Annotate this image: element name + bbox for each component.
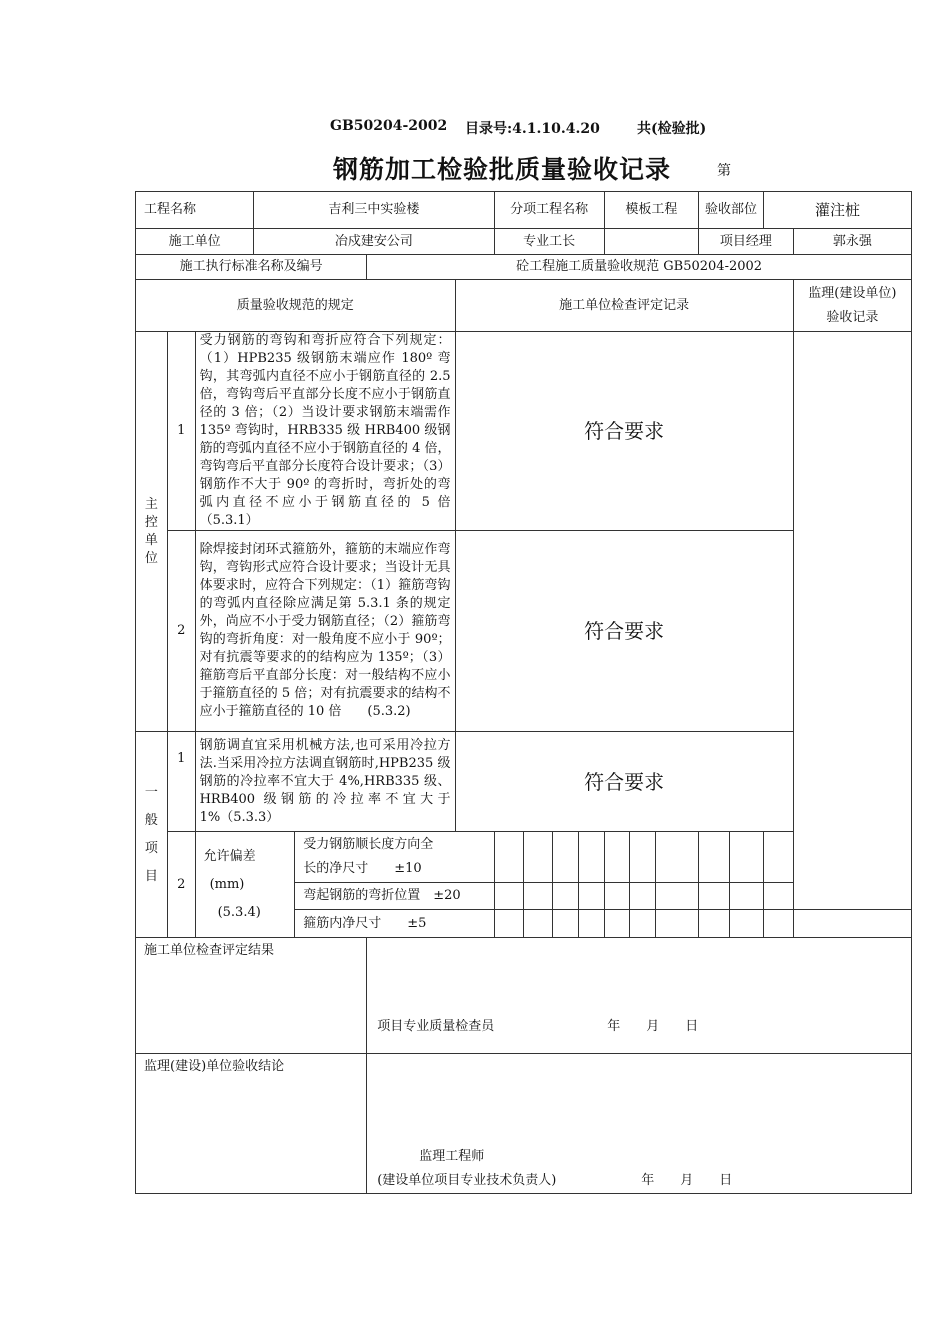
measure-cell[interactable] (578, 910, 604, 938)
general-item-result: 符合要求 (455, 732, 793, 832)
general-item-number: 1 (167, 732, 195, 832)
header-line (0, 118, 950, 140)
measure-cell[interactable] (494, 883, 524, 910)
supervision-header-line1: 监理(建设单位) (808, 285, 897, 301)
supervision-header-line2: 验收记录 (826, 309, 879, 325)
measure-cell[interactable] (553, 883, 579, 910)
main-item-clause: 受力钢筋的弯钩和弯折应符合下列规定：（1）HPB235 级钢筋末端应作 180º 弯钩，其弯弧内直径不应小于钢筋直径的 2.5 倍，弯钩弯后平直部分长度不应小于钢筋直径的 3 倍；（2）当设计要求钢筋末端需作 135º 弯钩时，HRB335 级 HRB400 级钢筋的弯弧内直径不应小于钢筋直径的 4 倍，弯钩弯后平直部分长度符合设计要求；（3）钢筋作不大于 90º 的弯折时，弯折处的弯弧内直径不应小于钢筋直径的 5 倍 （5.3.1） (195, 332, 455, 531)
measure-cell[interactable] (630, 910, 656, 938)
inspection-record-table (135, 191, 912, 1194)
owner-rep-label: (建设单位项目专业技术负责人) (377, 1173, 557, 1188)
standard-value: 砼工程施工质量验收规范 GB50204-2002 (367, 255, 912, 280)
measure-cell[interactable] (655, 883, 698, 910)
measure-cell[interactable] (524, 883, 553, 910)
measure-cell[interactable] (553, 832, 579, 883)
measure-cell[interactable] (699, 832, 730, 883)
measure-cell[interactable] (578, 883, 604, 910)
main-control-label: 主 控 单 位 (136, 332, 168, 732)
measure-cell[interactable] (763, 832, 793, 883)
inspection-part-value: 灌注桩 (763, 192, 911, 229)
measure-cell[interactable] (524, 910, 553, 938)
spec-column-header: 质量验收规范的规定 (136, 280, 456, 332)
tolerance-row: 受力钢筋顺长度方向全 长的净尺寸 ±10 (295, 832, 494, 883)
measure-cell[interactable] (553, 910, 579, 938)
measure-cell[interactable] (604, 832, 630, 883)
measure-cell[interactable] (604, 883, 630, 910)
supervision-column-header (793, 280, 911, 332)
tolerance-label: 允许偏差 (mm) (5.3.4) (195, 832, 295, 938)
contractor-date: 年 月 日 (607, 1019, 699, 1034)
main-item-clause: 除焊接封闭环式箍筋外，箍筋的末端应作弯钩，弯钩形式应符合设计要求；当设计无具体要求时，应符合下列规定：（1）箍筋弯钩的弯弧内直径除应满足第 5.3.1 条的规定外，尚应不小于受力钢筋直径；（2）箍筋弯钩的弯折角度：对一般角度不应小于 90º；对有抗震等要求的的结构应为 135º；（3）箍筋弯后平直部分长度：对一般结构不应小于箍筋直径的 5 倍；对有抗震要求的结构不应小于箍筋直径的 10 倍 (5.3.2) (195, 531, 455, 732)
measure-cell[interactable] (655, 832, 698, 883)
project-name-value: 吉利三中实验楼 (254, 192, 494, 229)
general-item-label: 一 般 项 目 (136, 732, 168, 938)
standard-code: GB50204-2002 (330, 118, 448, 134)
measure-cell[interactable] (763, 910, 793, 938)
check-column-header: 施工单位检查评定记录 (455, 280, 793, 332)
tolerance-row: 箍筋内净尺寸 ±5 (295, 910, 494, 938)
contractor-value: 冶戍建安公司 (254, 229, 494, 255)
measure-cell[interactable] (494, 832, 524, 883)
supervisor-label: 监理工程师 (419, 1149, 485, 1164)
measure-cell[interactable] (699, 910, 730, 938)
contractor-result-cell (367, 938, 912, 1054)
supervision-record-cell (793, 332, 911, 910)
measure-cell[interactable] (578, 832, 604, 883)
inspection-part-label: 验收部位 (699, 192, 764, 229)
project-manager-value: 郭永强 (793, 229, 911, 255)
measure-cell[interactable] (494, 910, 524, 938)
document-title: 钢筋加工检验批质量验收记录 (333, 155, 672, 184)
measure-cell[interactable] (655, 910, 698, 938)
measure-cell[interactable] (630, 832, 656, 883)
measure-cell[interactable] (630, 883, 656, 910)
contractor-result-label: 施工单位检查评定结果 (136, 938, 367, 1054)
foreman-value (604, 229, 699, 255)
tolerance-row: 弯起钢筋的弯折位置 ±20 (295, 883, 494, 910)
measure-cell[interactable] (699, 883, 730, 910)
contractor-label: 施工单位 (136, 229, 254, 255)
project-name-label: 工程名称 (136, 192, 254, 229)
supervision-result-label: 监理(建设)单位验收结论 (136, 1054, 367, 1194)
main-item-result: 符合要求 (455, 332, 793, 531)
measure-cell[interactable] (729, 883, 763, 910)
main-item-result: 符合要求 (455, 531, 793, 732)
project-manager-label: 项目经理 (699, 229, 794, 255)
measure-cell[interactable] (729, 910, 763, 938)
supervision-date: 年 月 日 (641, 1173, 733, 1188)
supervision-result-cell (367, 1054, 912, 1194)
batch-total: 共(检验批) (637, 121, 707, 137)
subproject-value: 模板工程 (604, 192, 699, 229)
page-mark: 第 (717, 163, 731, 179)
measure-cell[interactable] (604, 910, 630, 938)
tolerance-item-number: 2 (167, 832, 195, 938)
main-item-number: 1 (167, 332, 195, 531)
general-item-clause: 钢筋调直宜采用机械方法,也可采用冷拉方法.当采用冷拉方法调直钢筋时,HPB235 级钢筋的冷拉率不宜大于 4%,HRB335 级、HRB400 级钢筋的冷拉率不宜大于 1%（5.3.3） (195, 732, 455, 832)
foreman-label: 专业工长 (494, 229, 604, 255)
supervision-record-cell (793, 910, 911, 938)
measure-cell[interactable] (729, 832, 763, 883)
subproject-label: 分项工程名称 (494, 192, 604, 229)
measure-cell[interactable] (763, 883, 793, 910)
quality-inspector-label: 项目专业质量检查员 (377, 1019, 495, 1034)
catalog-number: 目录号:4.1.10.4.20 (465, 121, 600, 137)
standard-label: 施工执行标准名称及编号 (136, 255, 367, 280)
main-item-number: 2 (167, 531, 195, 732)
measure-cell[interactable] (524, 832, 553, 883)
